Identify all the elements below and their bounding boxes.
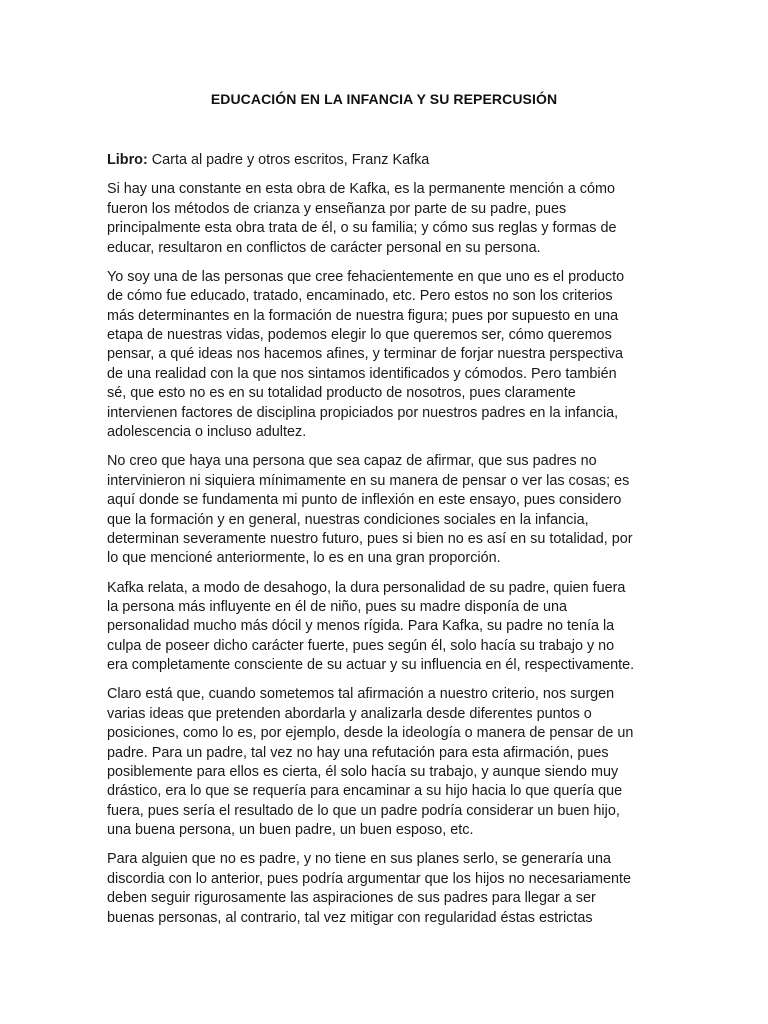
paragraph (107, 180, 667, 258)
text-line: lo que mencioné anteriormente, lo es en una gran proporción. (107, 550, 501, 567)
text-line: Yo soy una de las personas que cree fehacientemente en que uno es el producto (107, 268, 625, 285)
document-body (107, 151, 667, 938)
paragraph (107, 452, 667, 568)
paragraph (107, 685, 667, 840)
paragraph (107, 850, 667, 928)
paragraph (107, 268, 667, 443)
book-value: Carta al padre y otros escritos, Franz Kafka (147, 152, 430, 168)
text-line: una buena persona, un buen padre, un buen esposo, etc. (107, 822, 474, 839)
text-line: discordia con lo anterior, pues podría argumentar que los hijos no necesariamente (107, 870, 631, 887)
text-line: determinan severamente nuestro futuro, pues si bien no es así en su totalidad, por (107, 530, 633, 547)
text-line: intervinieron ni siquiera mínimamente en su manera de pensar o ver las cosas; es (107, 472, 630, 489)
text-line: de cómo fue educado, tratado, encaminado, etc. Pero estos no son los criterios (107, 288, 613, 305)
text-line: personalidad mucho más dócil y menos rígida. Para Kafka, su padre no tenía la (107, 618, 615, 635)
text-line: drástico, era lo que se requería para encaminar a su hijo hacia lo que quería que (107, 783, 623, 800)
document-title: EDUCACIÓN EN LA INFANCIA Y SU REPERCUSIÓN (210, 91, 558, 107)
text-line: fueron los métodos de crianza y enseñanza por parte de su padre, pues (107, 200, 567, 217)
text-line: Si hay una constante en esta obra de Kafka, es la permanente mención a cómo (107, 181, 615, 198)
text-line: educar, resultaron en conflictos de carácter personal en su persona. (107, 239, 541, 256)
text-line: más determinantes en la formación de nuestra figura; pues por supuesto en una (107, 307, 619, 324)
text-line: sé, que esto no es en su totalidad producto de nosotros, pues claramente (107, 385, 576, 402)
text-line: fuera, pues sería el resultado de lo que un padre podría considerar un buen hijo, (107, 802, 620, 819)
text-line: la persona más influyente en él de niño, pues su madre disponía de una (107, 598, 568, 615)
text-line: Claro está que, cuando sometemos tal afirmación a nuestro criterio, nos surgen (107, 686, 615, 703)
text-line: principalmente esta obra trata de él, o su familia; y cómo sus reglas y formas de (107, 220, 617, 237)
book-reference (107, 151, 667, 170)
text-line: aquí donde se fundamenta mi punto de inflexión en este ensayo, pues considero (107, 492, 622, 509)
text-line: posiblemente para ellos es cierta, él solo hacía su trabajo, y aunque siendo muy (107, 763, 619, 780)
text-line: Kafka relata, a modo de desahogo, la dura personalidad de su padre, quien fuera (107, 579, 626, 596)
text-line: deben seguir rigurosamente las aspiraciones de sus padres para llegar a ser (107, 890, 596, 907)
text-line: padre. Para un padre, tal vez no hay una refutación para esta afirmación, pues (107, 744, 609, 761)
book-label: Libro: (107, 152, 148, 168)
text-line: era completamente consciente de su actuar y su influencia en él, respectivamente. (107, 657, 635, 674)
paragraph (107, 579, 667, 676)
text-line: Para alguien que no es padre, y no tiene en sus planes serlo, se generaría una (107, 851, 612, 868)
text-line: de una realidad con la que nos sintamos identificados y cómodos. Pero también (107, 365, 617, 382)
text-line: adolescencia o incluso adultez. (107, 424, 307, 441)
text-line: culpa de poseer dicho carácter fuerte, pues según él, solo hacía su trabajo y no (107, 637, 615, 654)
text-line: No creo que haya una persona que sea capaz de afirmar, que sus padres no (107, 453, 597, 470)
text-line: pensar, a qué ideas nos hacemos afines, y terminar de forjar nuestra perspectiva (107, 346, 623, 363)
text-line: intervienen factores de disciplina propiciados por nuestros padres en la infancia, (107, 404, 619, 421)
text-line: posiciones, como lo es, por ejemplo, desde la ideología o manera de pensar de un (107, 725, 634, 742)
text-line: etapa de nuestras vidas, podemos elegir lo que queremos ser, cómo queremos (107, 327, 612, 344)
text-line: buenas personas, al contrario, tal vez mitigar con regularidad éstas estrictas (107, 909, 593, 926)
text-line: que la formación y en general, nuestras condiciones sociales en la infancia, (107, 511, 589, 528)
text-line: varias ideas que pretenden abordarla y analizarla desde diferentes puntos o (107, 705, 592, 722)
